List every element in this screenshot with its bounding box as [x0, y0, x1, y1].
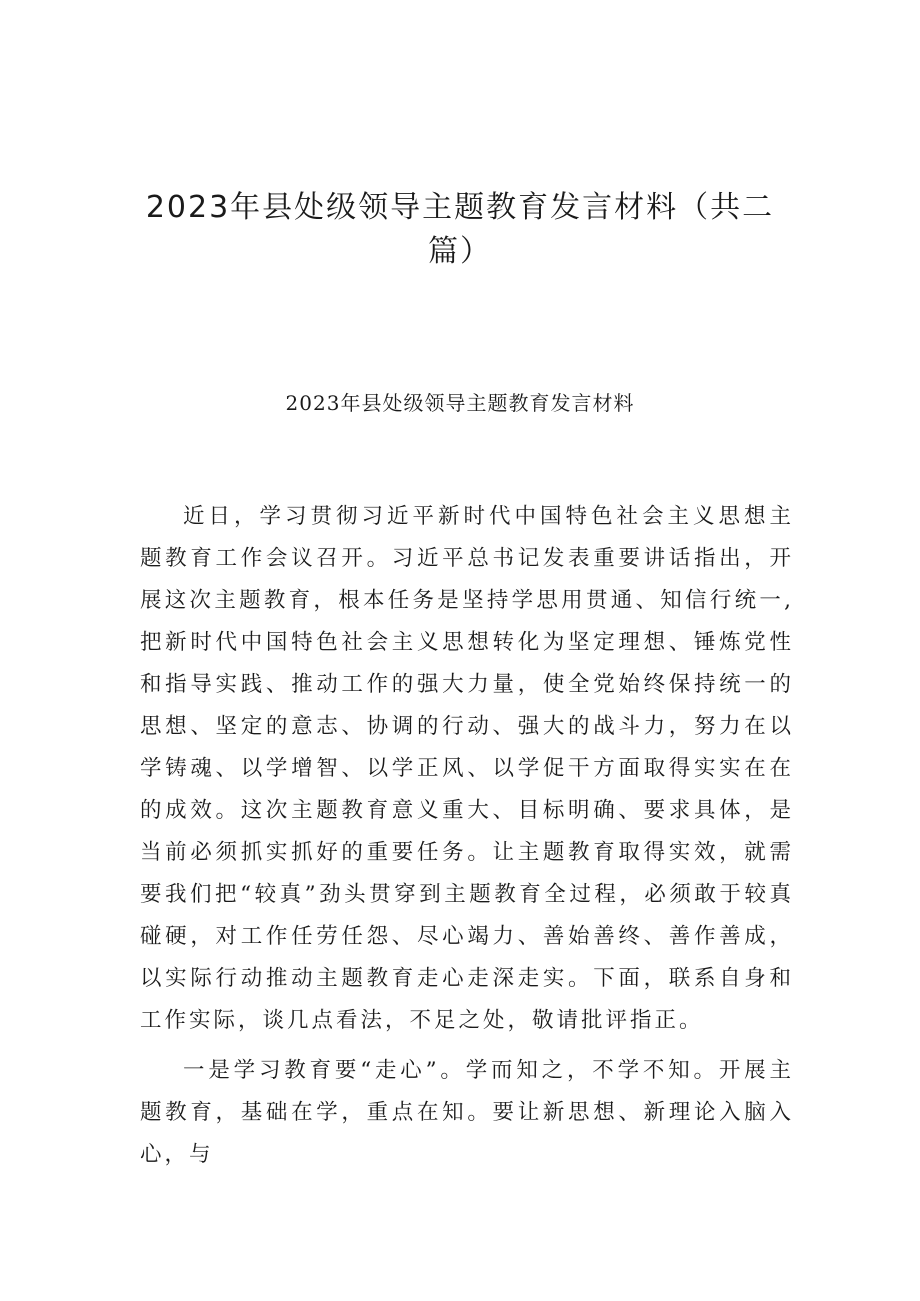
paragraph-intro: 近日，学习贯彻习近平新时代中国特色社会主义思想主题教育工作会议召开。习近平总书记发表重要讲话指出，开展这次主题教育，根本任务是坚持学思用贯通、知信行统一,把新时代中国特色社会主义思想转化为坚定理想、锤炼党性和指导实践、推动工作的强大力量，使全党始终保持统一的思想、坚定的意志、协调的行动、强大的战斗力，努力在以学铸魂、以学增智、以学正风、以学促干方面取得实实在在的成效。这次主题教育意义重大、目标明确、要求具体，是当前必须抓实抓好的重要任务。让主题教育取得实效，就需要我们把“较真”劲头贯穿到主题教育全过程，必须敢于较真碰硬，对工作任劳任怨、尽心竭力、善始善终、善作善成，以实际行动推动主题教育走心走深走实。下面，联系自身和工作实际，谈几点看法，不足之处，敬请批评指正。: [140, 504, 794, 1033]
paragraph-point-one: 一是学习教育要“走心”。学而知之，不学不知。开展主题教育，基础在学，重点在知。要让新思想、新理论入脑入心，与: [140, 1058, 794, 1167]
document-body: [140, 496, 794, 1176]
document-title: 2023年县处级领导主题教育发言材料（共二篇）: [145, 190, 775, 269]
document-subtitle: 2023年县处级领导主题教育发言材料: [285, 391, 635, 415]
